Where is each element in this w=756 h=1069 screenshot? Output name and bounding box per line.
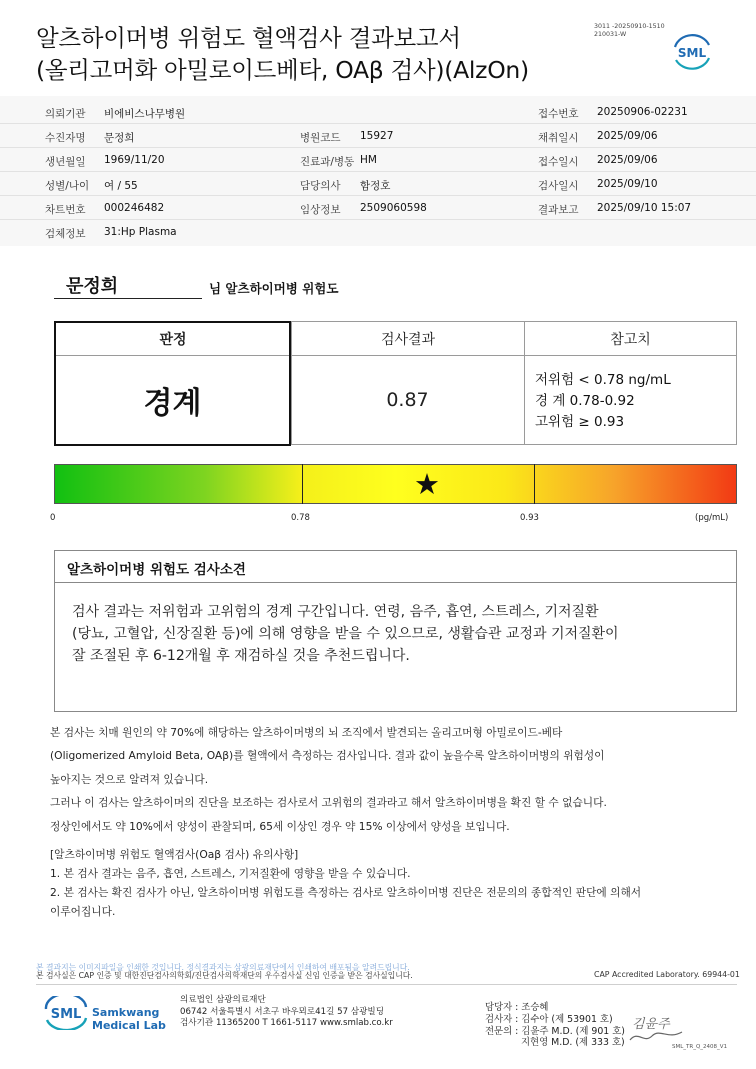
hospital-code: 15927 [360,130,394,142]
info-row: 차트번호 000246482 임상정보 2509060598 결과보고 2025/09/10 15:07 [0,196,756,220]
test-description: 본 검사는 치매 원인의 약 70%에 해당하는 알츠하이머병의 뇌 조직에서 발견되는 올리고머형 아밀로이드-베타 (Oligomerized Amyloid Beta, OAβ)를 혈액에서 측정하는 검사입니다. 결과 값이 높을수록 알츠하이머병의 위험성이 높아지는 것으로 알려져 있습니다. 그러나 이 검사는 알츠하이머의 진단을 보조하는 검사로서 고위험의 결과라고 해서 알츠하이머병을 확진 할 수 없습니다. 정상인에서도 약 10%에서 양성이 관찰되며, 65세 이상인 경우 약 15% 이상에서 양성을 보입니다. [50,726,607,833]
judgement-header: 판정 [55,322,291,356]
department: HM [360,154,377,166]
cap-lab-number: CAP Accredited Laboratory. 69944-01 [594,970,740,979]
tick-unit: (pg/mL) [695,513,729,523]
document-code: 3011 -20250910-1510 210031-W [594,23,665,38]
form-code: SML_TR_Q_2408_V1 [672,1044,728,1050]
patient-info-grid [0,96,756,246]
reference-high: 고위험 ≥ 0.93 [535,414,625,430]
sex-age: 여 / 55 [104,180,138,192]
result-value: 0.87 [386,389,429,411]
sml-logo-icon [670,33,714,71]
received-date: 2025/09/06 [597,154,658,166]
info-row: 생년월일 1969/11/20 진료과/병동 HM 접수일시 2025/09/06 [0,148,756,172]
cap-accreditation-note: 본 검사실은 CAP 인증 및 대한진단검사의학회/진단검사의학재단의 우수검사실 신임 인증을 받은 검사실입니다. [36,971,413,980]
tested-date: 2025/09/10 [597,178,658,190]
test-precautions: [알츠하이머병 위험도 혈액검사(Oaβ 검사) 유의사항] 1. 본 검사 결과는 음주, 흡연, 스트레스, 기저질환에 영향을 받을 수 있습니다. 2. 본 검사는 확진 검사가 아닌, 알츠하이머병 위험도를 측정하는 검사로 알츠하이머병 진단은 전문의의 종합적인 판단에 의해서 이루어집니다. [50,845,730,921]
patient-heading-name: 문정희 [66,276,119,297]
brand-name: Samkwang Medical Lab [92,1006,166,1032]
print-watermark: 본 결과지는 이미지파일을 인쇄한 것입니다. 정식결과지는 삼광의료재단에서 인쇄하여 배포됨을 알려드립니다. [36,963,410,972]
doctor-name: 함정호 [360,180,391,192]
chart-number: 000246482 [104,202,165,214]
svg-text:SML: SML [677,46,707,60]
organization-info: 의료법인 삼광의료재단 06742 서울특별시 서초구 바우뫼로41길 57 삼광빌딩 검사기관 11365200 T 1661-5117 www.smlab.co.kr [180,995,393,1028]
threshold-line-high [534,464,535,504]
svg-text:SML: SML [50,1007,82,1022]
findings-text: 검사 결과는 저위험과 고위험의 경계 구간입니다. 연령, 음주, 흡연, 스트레스, 기저질환 (당뇨, 고혈압, 신장질환 등)에 의해 영향을 받을 수 있으므로, 생활습관 교정과 기저질환이 잘 조절된 후 6-12개월 후 재검하실 것을 추천드립니다. [72,604,619,664]
collected-date: 2025/09/06 [597,130,658,142]
result-header: 검사결과 [291,322,524,356]
specimen-info: 31:Hp Plasma [104,226,177,238]
report-title [36,22,529,86]
birth-date: 1969/11/20 [104,154,165,166]
requesting-org: 비에비스나무병원 [104,108,186,120]
threshold-line-low [302,464,303,504]
judgement-value: 경계 [143,386,202,421]
info-row: 검체정보 31:Hp Plasma [45,226,177,240]
info-row: 성별/나이 여 / 55 담당의사 함정호 검사일시 2025/09/10 [0,172,756,196]
tick-min: 0 [50,513,56,523]
tick-low-threshold: 0.78 [291,513,310,523]
report-title-line1: 알츠하이머병 위험도 혈액검사 결과보고서 [36,24,461,52]
accession-number: 20250906-02231 [597,106,688,118]
precautions-title: [알츠하이머병 위험도 혈액검사(Oaβ 검사) 유의사항] [50,848,299,861]
sml-footer-logo-icon [42,996,90,1030]
reference-low: 저위험 < 0.78 ng/mL [535,372,671,388]
reference-header: 참고치 [524,322,736,356]
staff-info: 담당자 : 조승혜 검사자 : 김수아 (제 53901 호) 전문의 : 김윤주 M.D. (제 901 호) 지현영 M.D. (제 333 호) [485,1002,625,1049]
report-title-line2: (올리고머화 아밀로이드베타, OAβ 검사)(AlzOn) [36,56,529,84]
info-row: 수진자명 문정희 병원코드 15927 채취일시 2025/09/06 [0,124,756,148]
reference-mid: 경 계 0.78-0.92 [535,393,635,409]
star-icon: ★ [414,467,440,501]
footer-divider [36,984,737,985]
reported-date: 2025/09/10 15:07 [597,202,692,214]
patient-name: 문정희 [104,132,135,144]
clinical-info: 2509060598 [360,202,427,214]
svg-text:김윤주: 김윤주 [632,1017,670,1032]
findings-title: 알츠하이머병 위험도 검사소견 [67,562,246,578]
name-underline [54,298,202,299]
column-divider [524,356,525,444]
reference-values [535,370,671,433]
risk-gradient-bar [54,464,737,504]
tick-high-threshold: 0.93 [520,513,539,523]
info-row: 의뢰기관 비에비스나무병원 접수번호 20250906-02231 [0,100,756,124]
patient-heading-suffix: 님 알츠하이머병 위험도 [209,281,339,296]
